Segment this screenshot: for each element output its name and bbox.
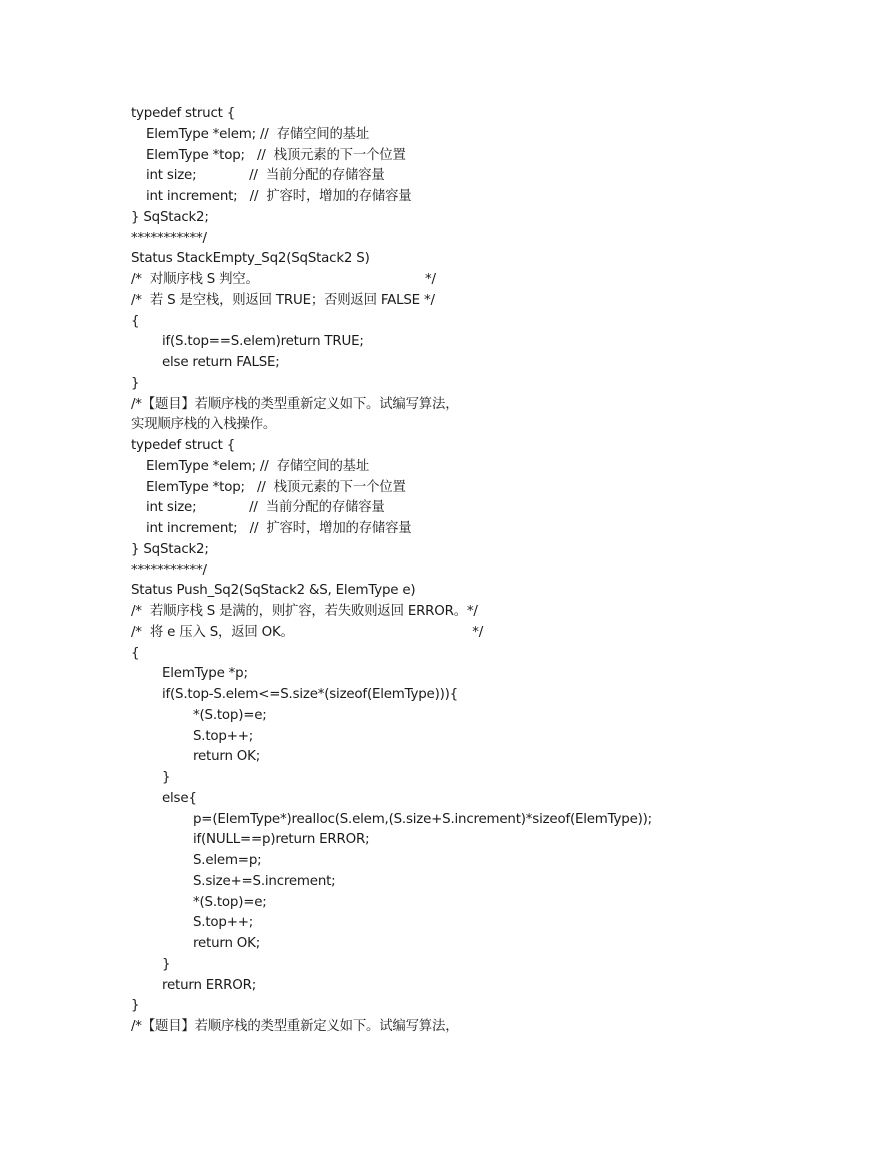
code-line: ElemType *elem; // 存储空间的基址 bbox=[146, 126, 370, 142]
code-line: } bbox=[162, 770, 171, 785]
code-line: if(NULL==p)return ERROR; bbox=[193, 832, 370, 848]
code-line: { bbox=[131, 313, 140, 329]
code-line: } bbox=[131, 998, 140, 1014]
code-line: S.top++; bbox=[193, 728, 254, 744]
code-line: if(S.top-S.elem<=S.size*(sizeof(ElemType))){ bbox=[162, 687, 458, 702]
code-line: ElemType *p; bbox=[162, 666, 248, 682]
code-line: } SqStack2; bbox=[131, 209, 209, 225]
code-line: int increment; // 扩容时，增加的存储容量 bbox=[146, 189, 412, 204]
code-line: p=(ElemType*)realloc(S.elem,(S.size+S.increment)*sizeof(ElemType)); bbox=[193, 811, 652, 827]
code-line: int increment; // 扩容时，增加的存储容量 bbox=[146, 521, 412, 536]
code-line: S.elem=p; bbox=[193, 853, 262, 868]
code-line: *(S.top)=e; bbox=[193, 894, 267, 910]
code-line: return ERROR; bbox=[162, 977, 257, 993]
code-line: return OK; bbox=[193, 749, 261, 765]
code-line: ***********/ bbox=[131, 230, 207, 246]
code-line: ElemType *top; // 栈顶元素的下一个位置 bbox=[146, 479, 406, 495]
code-line: return OK; bbox=[193, 936, 261, 951]
code-line: } bbox=[131, 375, 140, 391]
code-line: int size; // 当前分配的存储容量 bbox=[146, 500, 385, 516]
code-line: typedef struct { bbox=[131, 438, 236, 453]
code-line: Status Push_Sq2(SqStack2 &S, ElemType e) bbox=[131, 583, 416, 599]
code-line: typedef struct { bbox=[131, 106, 236, 121]
code-line: S.top++; bbox=[193, 915, 254, 931]
code-line: Status StackEmpty_Sq2(SqStack2 S) bbox=[131, 251, 370, 267]
code-line: ***********/ bbox=[131, 562, 207, 578]
code-line: /*【题目】若顺序栈的类型重新定义如下。试编写算法， bbox=[131, 396, 459, 412]
code-line: /* 将 e 压入 S，返回 OK。 */ bbox=[131, 624, 484, 640]
code-line: /*【题目】若顺序栈的类型重新定义如下。试编写算法， bbox=[131, 1019, 459, 1034]
code-line: S.size+=S.increment; bbox=[193, 873, 336, 889]
code-line: { bbox=[131, 645, 140, 661]
code-line: else{ bbox=[162, 790, 197, 806]
code-document-body bbox=[131, 104, 871, 1038]
code-line: else return FALSE; bbox=[162, 355, 280, 370]
code-line: ElemType *elem; // 存储空间的基址 bbox=[146, 458, 370, 474]
code-line: 实现顺序栈的入栈操作。 bbox=[131, 417, 277, 433]
code-line: } bbox=[162, 956, 171, 972]
code-line: /* 对顺序栈 S 判空。 */ bbox=[131, 272, 436, 287]
code-line: ElemType *top; // 栈顶元素的下一个位置 bbox=[146, 147, 406, 163]
code-line: *(S.top)=e; bbox=[193, 707, 267, 723]
code-line: /* 若 S 是空栈，则返回 TRUE；否则返回 FALSE */ bbox=[131, 292, 435, 308]
code-line: } SqStack2; bbox=[131, 541, 209, 557]
code-line: if(S.top==S.elem)return TRUE; bbox=[162, 334, 364, 350]
code-line: /* 若顺序栈 S 是满的，则扩容，若失败则返回 ERROR。*/ bbox=[131, 604, 478, 619]
code-line: int size; // 当前分配的存储容量 bbox=[146, 168, 385, 184]
